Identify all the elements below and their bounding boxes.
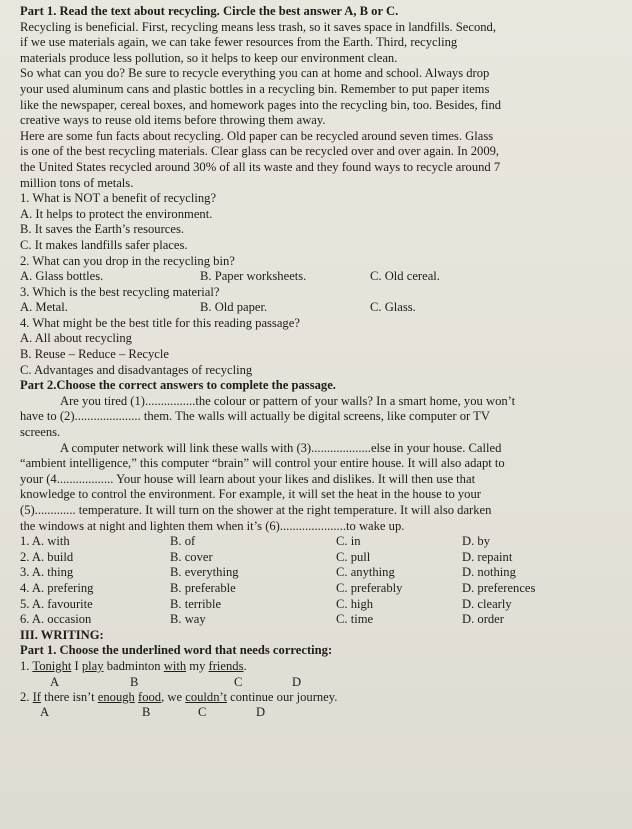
sentence-2-end: continue our journey. [227, 689, 338, 704]
question-4: 4. What might be the best title for this reading passage? [20, 315, 300, 330]
part1-passage-line-2: if we use materials again, we can take fewer resources from the Earth. Third, recycling [20, 35, 458, 50]
question-4-option-c[interactable]: C. Advantages and disadvantages of recycling [20, 362, 253, 377]
option-4c[interactable]: C. preferably [336, 580, 403, 595]
part2-passage-line-3: screens. [20, 425, 61, 440]
options-row-1 [20, 534, 624, 550]
sentence-2-letter-d: D [256, 705, 266, 720]
option-1b[interactable]: B. of [170, 534, 196, 549]
question-4-option-a[interactable]: A. All about recycling [20, 331, 132, 346]
part1-passage-line-7: creative ways to reuse old items before throwing them away. [20, 113, 326, 128]
sentence-1-letter-d: D [292, 674, 302, 689]
question-4-option-b[interactable]: B. Reuse – Reduce – Recycle [20, 347, 169, 362]
options-row-6 [20, 612, 624, 628]
part1-passage-line-9: is one of the best recycling materials. Clear glass can be recycled over and over again. In 2009, [20, 144, 500, 159]
option-6d[interactable]: D. order [462, 612, 504, 627]
sentence-1-number: 1. [20, 658, 30, 673]
option-4b[interactable]: B. preferable [170, 580, 236, 595]
part2-passage-line-2: have to (2)..................... them. The walls will actually be digital screens, like computer or TV [20, 409, 490, 424]
sentence-1-text-3: my [186, 658, 209, 673]
option-1a[interactable]: 1. A. with [20, 534, 70, 549]
writing-sentence-2 [20, 690, 624, 706]
option-2a[interactable]: 2. A. build [20, 549, 74, 564]
question-2-option-b[interactable]: B. Paper worksheets. [200, 269, 307, 284]
option-6c[interactable]: C. time [336, 612, 374, 627]
options-row-4 [20, 581, 624, 597]
option-3d[interactable]: D. nothing [462, 565, 516, 580]
question-1-option-a[interactable]: A. It helps to protect the environment. [20, 206, 213, 221]
sentence-1-text-2: badminton [103, 658, 164, 673]
part1-passage-line-1: Recycling is beneficial. First, recycling means less trash, so it saves space in landfills. Second, [20, 19, 496, 34]
question-2-option-a[interactable]: A. Glass bottles. [20, 269, 104, 284]
options-row-3 [20, 565, 624, 581]
part2-passage-line-1: Are you tired (1)................the colour or pattern of your walls? In a smart home, you won’t [60, 393, 516, 408]
sentence-2-number: 2. [20, 689, 30, 704]
option-1c[interactable]: C. in [336, 534, 361, 549]
sentence-1-word-c[interactable]: with [163, 658, 187, 673]
question-2-options [20, 269, 624, 285]
part1-passage-line-10: the United States recycled around 30% of all its waste and they found ways to recycle around 7 [20, 159, 501, 174]
question-3-option-c[interactable]: C. Glass. [370, 300, 416, 315]
sentence-1-letter-c: C [234, 674, 243, 689]
sentence-2-text-3: , we [161, 689, 186, 704]
part1-passage-line-4: So what can you do? Be sure to recycle everything you can at home and school. Always drop [20, 66, 490, 81]
option-4a[interactable]: 4. A. prefering [20, 580, 94, 595]
sentence-2-letters [20, 705, 624, 720]
question-1: 1. What is NOT a benefit of recycling? [20, 191, 217, 206]
option-6a[interactable]: 6. A. occasion [20, 612, 92, 627]
question-2: 2. What can you drop in the recycling bin? [20, 253, 235, 268]
part1-passage-line-11: million tons of metals. [20, 175, 134, 190]
option-2d[interactable]: D. repaint [462, 549, 513, 564]
question-1-option-c[interactable]: C. It makes landfills safer places. [20, 237, 188, 252]
sentence-2-word-c[interactable]: food [138, 689, 162, 704]
option-2c[interactable]: C. pull [336, 549, 371, 564]
sentence-2-word-d[interactable]: couldn’t [185, 689, 227, 704]
part2-passage-line-7: knowledge to control the environment. For example, it will set the heat in the house to your [20, 487, 481, 502]
option-3b[interactable]: B. everything [170, 565, 239, 580]
sentence-1-text-1: I [71, 658, 82, 673]
sentence-2-letter-b: B [142, 705, 151, 720]
sentence-1-word-a[interactable]: Tonight [32, 658, 72, 673]
sentence-2-letter-c: C [198, 705, 207, 720]
question-3-options [20, 300, 624, 316]
question-1-option-b[interactable]: B. It saves the Earth’s resources. [20, 222, 185, 237]
part2-passage-line-8: (5)............. temperature. It will turn on the shower at the right temperature. It will also darken [20, 503, 492, 517]
part1-passage-line-5: your used aluminum cans and plastic bottles in a recycling bin. Remember to put paper items [20, 81, 490, 96]
question-2-option-c[interactable]: C. Old cereal. [370, 269, 440, 284]
option-2b[interactable]: B. cover [170, 549, 213, 564]
sentence-2-word-b[interactable]: enough [97, 689, 135, 704]
part2-passage-line-9: the windows at night and lighten them when it’s (6).....................to wake up. [20, 518, 405, 533]
part2-heading: Part 2.Choose the correct answers to complete the passage. [20, 378, 336, 393]
sentence-1-word-b[interactable]: play [81, 658, 104, 673]
sentence-1-letters [20, 675, 624, 690]
question-3-option-a[interactable]: A. Metal. [20, 300, 68, 315]
question-3: 3. Which is the best recycling material? [20, 284, 220, 299]
option-5b[interactable]: B. terrible [170, 596, 222, 611]
part1-passage-line-8: Here are some fun facts about recycling. Old paper can be recycled around seven times. Glass [20, 128, 494, 143]
sentence-1-word-d[interactable]: friends [208, 658, 244, 673]
option-5c[interactable]: C. high [336, 596, 374, 611]
writing-heading: III. WRITING: [20, 627, 104, 642]
part1-passage-line-3: materials produce less pollution, so it helps to keep our environment clean. [20, 50, 398, 65]
sentence-1-letter-b: B [130, 674, 139, 689]
option-5d[interactable]: D. clearly [462, 596, 512, 611]
writing-sentence-1 [20, 659, 624, 675]
options-row-2 [20, 550, 624, 566]
part1-heading: Part 1. Read the text about recycling. Circle the best answer A, B or C. [20, 4, 399, 18]
sentence-1-letter-a: A [50, 674, 60, 689]
option-6b[interactable]: B. way [170, 612, 206, 627]
sentence-1-end: . [243, 658, 247, 673]
writing-part1-heading: Part 1. Choose the underlined word that needs correcting: [20, 643, 333, 658]
part2-passage-line-4: A computer network will link these walls with (3)...................else in your house. Called [60, 440, 502, 455]
options-row-5 [20, 597, 624, 613]
option-1d[interactable]: D. by [462, 534, 490, 549]
sentence-2-text-1: there isn’t [41, 689, 98, 704]
part1-passage-line-6: like the newspaper, cereal boxes, and homework pages into the recycling bin, too. Besides, find [20, 97, 502, 112]
part2-passage-line-5: “ambient intelligence,” this computer “brain” will control your entire house. It will also adapt to [20, 456, 505, 471]
sentence-2-letter-a: A [40, 705, 50, 720]
option-4d[interactable]: D. preferences [462, 580, 536, 595]
sentence-2-word-a[interactable]: If [32, 689, 41, 704]
question-3-option-b[interactable]: B. Old paper. [200, 300, 268, 315]
option-3c[interactable]: C. anything [336, 565, 395, 580]
option-5a[interactable]: 5. A. favourite [20, 596, 93, 611]
part2-passage-line-6: your (4.................. Your house will learn about your likes and dislikes. It will then use that [20, 471, 476, 486]
option-3a[interactable]: 3. A. thing [20, 565, 74, 580]
